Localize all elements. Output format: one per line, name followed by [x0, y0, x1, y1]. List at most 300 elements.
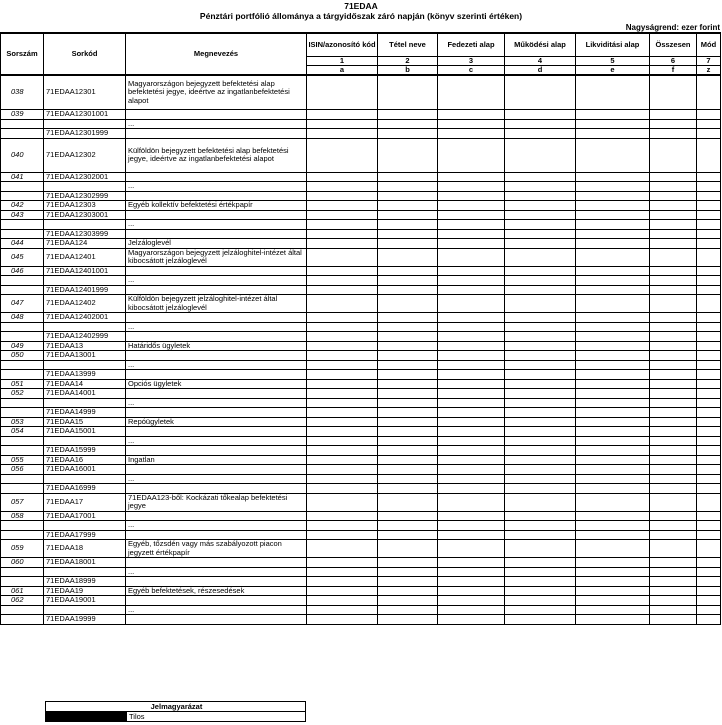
value-cell[interactable] [650, 370, 697, 380]
value-cell[interactable] [650, 341, 697, 351]
value-cell[interactable] [650, 248, 697, 266]
value-cell[interactable] [438, 285, 505, 295]
value-cell[interactable] [307, 370, 378, 380]
value-cell[interactable] [697, 285, 721, 295]
value-cell[interactable] [438, 379, 505, 389]
value-cell[interactable] [697, 295, 721, 313]
value-cell[interactable] [378, 370, 438, 380]
value-cell[interactable] [650, 172, 697, 182]
value-cell[interactable] [505, 172, 576, 182]
value-cell[interactable] [650, 332, 697, 342]
value-cell[interactable] [505, 465, 576, 475]
value-cell[interactable] [378, 446, 438, 456]
value-cell[interactable] [438, 182, 505, 192]
value-cell[interactable] [505, 351, 576, 361]
value-cell[interactable] [576, 558, 650, 568]
value-cell[interactable] [438, 465, 505, 475]
value-cell[interactable] [307, 295, 378, 313]
value-cell[interactable] [505, 313, 576, 323]
value-cell[interactable] [576, 229, 650, 239]
value-cell[interactable] [697, 341, 721, 351]
value-cell[interactable] [438, 427, 505, 437]
value-cell[interactable] [650, 446, 697, 456]
value-cell[interactable] [378, 596, 438, 606]
value-cell[interactable] [650, 586, 697, 596]
value-cell[interactable] [307, 313, 378, 323]
value-cell[interactable] [378, 295, 438, 313]
value-cell[interactable] [378, 493, 438, 511]
value-cell[interactable] [576, 182, 650, 192]
value-cell[interactable] [697, 615, 721, 625]
value-cell[interactable] [505, 455, 576, 465]
value-cell[interactable] [576, 129, 650, 139]
value-cell[interactable] [378, 511, 438, 521]
value-cell[interactable] [307, 398, 378, 408]
value-cell[interactable] [378, 313, 438, 323]
value-cell[interactable] [576, 398, 650, 408]
value-cell[interactable] [505, 201, 576, 211]
value-cell[interactable] [576, 295, 650, 313]
value-cell[interactable] [697, 191, 721, 201]
value-cell[interactable] [697, 605, 721, 615]
value-cell[interactable] [576, 210, 650, 220]
value-cell[interactable] [697, 530, 721, 540]
value-cell[interactable] [650, 540, 697, 558]
value-cell[interactable] [438, 110, 505, 120]
value-cell[interactable] [505, 446, 576, 456]
value-cell[interactable] [650, 191, 697, 201]
value-cell[interactable] [307, 427, 378, 437]
value-cell[interactable] [697, 201, 721, 211]
value-cell[interactable] [650, 295, 697, 313]
value-cell[interactable] [697, 129, 721, 139]
value-cell[interactable] [307, 229, 378, 239]
value-cell[interactable] [438, 248, 505, 266]
value-cell[interactable] [505, 558, 576, 568]
value-cell[interactable] [378, 455, 438, 465]
value-cell[interactable] [505, 210, 576, 220]
value-cell[interactable] [697, 351, 721, 361]
value-cell[interactable] [438, 201, 505, 211]
value-cell[interactable] [307, 276, 378, 286]
value-cell[interactable] [438, 313, 505, 323]
value-cell[interactable] [378, 191, 438, 201]
value-cell[interactable] [650, 521, 697, 531]
value-cell[interactable] [650, 465, 697, 475]
value-cell[interactable] [650, 379, 697, 389]
value-cell[interactable] [505, 129, 576, 139]
value-cell[interactable] [650, 389, 697, 399]
value-cell[interactable] [307, 172, 378, 182]
value-cell[interactable] [378, 182, 438, 192]
value-cell[interactable] [697, 540, 721, 558]
value-cell[interactable] [307, 220, 378, 230]
value-cell[interactable] [378, 322, 438, 332]
value-cell[interactable] [378, 138, 438, 172]
value-cell[interactable] [697, 248, 721, 266]
value-cell[interactable] [378, 398, 438, 408]
value-cell[interactable] [438, 389, 505, 399]
value-cell[interactable] [307, 436, 378, 446]
value-cell[interactable] [650, 110, 697, 120]
value-cell[interactable] [576, 370, 650, 380]
value-cell[interactable] [650, 182, 697, 192]
value-cell[interactable] [697, 332, 721, 342]
value-cell[interactable] [697, 138, 721, 172]
value-cell[interactable] [438, 455, 505, 465]
value-cell[interactable] [697, 220, 721, 230]
value-cell[interactable] [650, 596, 697, 606]
value-cell[interactable] [378, 129, 438, 139]
value-cell[interactable] [697, 567, 721, 577]
value-cell[interactable] [378, 605, 438, 615]
value-cell[interactable] [378, 351, 438, 361]
value-cell[interactable] [505, 110, 576, 120]
value-cell[interactable] [697, 577, 721, 587]
value-cell[interactable] [505, 220, 576, 230]
value-cell[interactable] [378, 484, 438, 494]
value-cell[interactable] [378, 465, 438, 475]
value-cell[interactable] [438, 129, 505, 139]
value-cell[interactable] [505, 417, 576, 427]
value-cell[interactable] [505, 276, 576, 286]
value-cell[interactable] [650, 605, 697, 615]
value-cell[interactable] [697, 229, 721, 239]
value-cell[interactable] [650, 276, 697, 286]
value-cell[interactable] [697, 398, 721, 408]
value-cell[interactable] [438, 567, 505, 577]
value-cell[interactable] [378, 210, 438, 220]
value-cell[interactable] [307, 558, 378, 568]
value-cell[interactable] [505, 138, 576, 172]
value-cell[interactable] [697, 446, 721, 456]
value-cell[interactable] [697, 75, 721, 110]
value-cell[interactable] [576, 248, 650, 266]
value-cell[interactable] [697, 417, 721, 427]
value-cell[interactable] [650, 530, 697, 540]
value-cell[interactable] [505, 360, 576, 370]
value-cell[interactable] [438, 446, 505, 456]
value-cell[interactable] [378, 220, 438, 230]
value-cell[interactable] [307, 138, 378, 172]
value-cell[interactable] [505, 436, 576, 446]
value-cell[interactable] [307, 351, 378, 361]
value-cell[interactable] [438, 558, 505, 568]
value-cell[interactable] [438, 220, 505, 230]
value-cell[interactable] [438, 332, 505, 342]
value-cell[interactable] [576, 567, 650, 577]
value-cell[interactable] [307, 129, 378, 139]
value-cell[interactable] [307, 389, 378, 399]
value-cell[interactable] [378, 521, 438, 531]
value-cell[interactable] [650, 493, 697, 511]
value-cell[interactable] [697, 521, 721, 531]
value-cell[interactable] [697, 455, 721, 465]
value-cell[interactable] [650, 427, 697, 437]
value-cell[interactable] [576, 530, 650, 540]
value-cell[interactable] [378, 427, 438, 437]
value-cell[interactable] [505, 567, 576, 577]
value-cell[interactable] [438, 138, 505, 172]
value-cell[interactable] [438, 436, 505, 446]
value-cell[interactable] [576, 220, 650, 230]
value-cell[interactable] [576, 493, 650, 511]
value-cell[interactable] [576, 239, 650, 249]
value-cell[interactable] [307, 615, 378, 625]
value-cell[interactable] [505, 521, 576, 531]
value-cell[interactable] [378, 567, 438, 577]
value-cell[interactable] [576, 332, 650, 342]
value-cell[interactable] [650, 408, 697, 418]
value-cell[interactable] [697, 465, 721, 475]
value-cell[interactable] [307, 511, 378, 521]
value-cell[interactable] [307, 75, 378, 110]
value-cell[interactable] [505, 370, 576, 380]
value-cell[interactable] [576, 596, 650, 606]
value-cell[interactable] [438, 75, 505, 110]
value-cell[interactable] [307, 417, 378, 427]
value-cell[interactable] [438, 493, 505, 511]
value-cell[interactable] [505, 398, 576, 408]
value-cell[interactable] [438, 360, 505, 370]
value-cell[interactable] [576, 285, 650, 295]
value-cell[interactable] [650, 285, 697, 295]
value-cell[interactable] [307, 182, 378, 192]
value-cell[interactable] [438, 484, 505, 494]
value-cell[interactable] [438, 239, 505, 249]
value-cell[interactable] [505, 596, 576, 606]
value-cell[interactable] [576, 322, 650, 332]
value-cell[interactable] [650, 360, 697, 370]
value-cell[interactable] [307, 446, 378, 456]
value-cell[interactable] [505, 427, 576, 437]
value-cell[interactable] [650, 436, 697, 446]
value-cell[interactable] [576, 138, 650, 172]
value-cell[interactable] [650, 484, 697, 494]
value-cell[interactable] [307, 577, 378, 587]
value-cell[interactable] [576, 191, 650, 201]
value-cell[interactable] [650, 119, 697, 129]
value-cell[interactable] [378, 558, 438, 568]
value-cell[interactable] [650, 210, 697, 220]
value-cell[interactable] [438, 530, 505, 540]
value-cell[interactable] [378, 110, 438, 120]
value-cell[interactable] [697, 110, 721, 120]
value-cell[interactable] [576, 408, 650, 418]
value-cell[interactable] [576, 484, 650, 494]
value-cell[interactable] [505, 239, 576, 249]
value-cell[interactable] [576, 511, 650, 521]
value-cell[interactable] [378, 417, 438, 427]
value-cell[interactable] [650, 567, 697, 577]
value-cell[interactable] [438, 172, 505, 182]
value-cell[interactable] [438, 417, 505, 427]
value-cell[interactable] [307, 201, 378, 211]
value-cell[interactable] [650, 322, 697, 332]
value-cell[interactable] [378, 408, 438, 418]
value-cell[interactable] [650, 129, 697, 139]
value-cell[interactable] [650, 239, 697, 249]
value-cell[interactable] [697, 266, 721, 276]
value-cell[interactable] [697, 210, 721, 220]
value-cell[interactable] [378, 530, 438, 540]
value-cell[interactable] [307, 586, 378, 596]
value-cell[interactable] [505, 341, 576, 351]
value-cell[interactable] [650, 577, 697, 587]
value-cell[interactable] [505, 119, 576, 129]
value-cell[interactable] [438, 322, 505, 332]
value-cell[interactable] [650, 511, 697, 521]
value-cell[interactable] [697, 586, 721, 596]
value-cell[interactable] [307, 521, 378, 531]
value-cell[interactable] [378, 201, 438, 211]
value-cell[interactable] [505, 229, 576, 239]
value-cell[interactable] [650, 201, 697, 211]
value-cell[interactable] [697, 276, 721, 286]
value-cell[interactable] [307, 110, 378, 120]
value-cell[interactable] [697, 182, 721, 192]
value-cell[interactable] [438, 596, 505, 606]
value-cell[interactable] [576, 615, 650, 625]
value-cell[interactable] [576, 119, 650, 129]
value-cell[interactable] [438, 586, 505, 596]
value-cell[interactable] [378, 436, 438, 446]
value-cell[interactable] [307, 484, 378, 494]
value-cell[interactable] [438, 351, 505, 361]
value-cell[interactable] [505, 248, 576, 266]
value-cell[interactable] [505, 379, 576, 389]
value-cell[interactable] [378, 540, 438, 558]
value-cell[interactable] [438, 540, 505, 558]
value-cell[interactable] [307, 474, 378, 484]
value-cell[interactable] [697, 172, 721, 182]
value-cell[interactable] [650, 417, 697, 427]
value-cell[interactable] [505, 191, 576, 201]
value-cell[interactable] [697, 360, 721, 370]
value-cell[interactable] [307, 605, 378, 615]
value-cell[interactable] [576, 427, 650, 437]
value-cell[interactable] [378, 266, 438, 276]
value-cell[interactable] [505, 75, 576, 110]
value-cell[interactable] [307, 285, 378, 295]
value-cell[interactable] [307, 408, 378, 418]
value-cell[interactable] [697, 408, 721, 418]
value-cell[interactable] [307, 332, 378, 342]
value-cell[interactable] [697, 511, 721, 521]
value-cell[interactable] [505, 474, 576, 484]
value-cell[interactable] [697, 389, 721, 399]
value-cell[interactable] [576, 360, 650, 370]
value-cell[interactable] [438, 119, 505, 129]
value-cell[interactable] [438, 370, 505, 380]
value-cell[interactable] [307, 360, 378, 370]
value-cell[interactable] [378, 248, 438, 266]
value-cell[interactable] [697, 379, 721, 389]
value-cell[interactable] [438, 605, 505, 615]
value-cell[interactable] [378, 239, 438, 249]
value-cell[interactable] [650, 398, 697, 408]
value-cell[interactable] [576, 586, 650, 596]
value-cell[interactable] [438, 577, 505, 587]
value-cell[interactable] [576, 605, 650, 615]
value-cell[interactable] [650, 266, 697, 276]
value-cell[interactable] [576, 351, 650, 361]
value-cell[interactable] [650, 615, 697, 625]
value-cell[interactable] [505, 266, 576, 276]
value-cell[interactable] [697, 370, 721, 380]
value-cell[interactable] [576, 474, 650, 484]
value-cell[interactable] [505, 389, 576, 399]
value-cell[interactable] [378, 360, 438, 370]
value-cell[interactable] [576, 379, 650, 389]
value-cell[interactable] [438, 295, 505, 313]
value-cell[interactable] [650, 313, 697, 323]
value-cell[interactable] [697, 322, 721, 332]
value-cell[interactable] [505, 182, 576, 192]
value-cell[interactable] [307, 379, 378, 389]
value-cell[interactable] [438, 191, 505, 201]
value-cell[interactable] [307, 530, 378, 540]
value-cell[interactable] [576, 577, 650, 587]
value-cell[interactable] [307, 248, 378, 266]
value-cell[interactable] [438, 341, 505, 351]
value-cell[interactable] [378, 119, 438, 129]
value-cell[interactable] [378, 341, 438, 351]
value-cell[interactable] [505, 605, 576, 615]
value-cell[interactable] [697, 558, 721, 568]
value-cell[interactable] [307, 596, 378, 606]
value-cell[interactable] [438, 615, 505, 625]
value-cell[interactable] [697, 436, 721, 446]
value-cell[interactable] [576, 465, 650, 475]
value-cell[interactable] [307, 210, 378, 220]
value-cell[interactable] [378, 332, 438, 342]
value-cell[interactable] [505, 586, 576, 596]
value-cell[interactable] [576, 266, 650, 276]
value-cell[interactable] [576, 313, 650, 323]
value-cell[interactable] [378, 285, 438, 295]
value-cell[interactable] [576, 417, 650, 427]
value-cell[interactable] [438, 266, 505, 276]
value-cell[interactable] [576, 521, 650, 531]
value-cell[interactable] [650, 351, 697, 361]
value-cell[interactable] [576, 75, 650, 110]
value-cell[interactable] [576, 389, 650, 399]
value-cell[interactable] [438, 276, 505, 286]
value-cell[interactable] [650, 138, 697, 172]
value-cell[interactable] [650, 455, 697, 465]
value-cell[interactable] [378, 172, 438, 182]
value-cell[interactable] [505, 285, 576, 295]
value-cell[interactable] [505, 408, 576, 418]
value-cell[interactable] [697, 493, 721, 511]
value-cell[interactable] [697, 427, 721, 437]
value-cell[interactable] [576, 201, 650, 211]
value-cell[interactable] [307, 322, 378, 332]
value-cell[interactable] [378, 389, 438, 399]
value-cell[interactable] [650, 229, 697, 239]
value-cell[interactable] [650, 558, 697, 568]
value-cell[interactable] [505, 540, 576, 558]
value-cell[interactable] [378, 474, 438, 484]
value-cell[interactable] [650, 474, 697, 484]
value-cell[interactable] [505, 577, 576, 587]
value-cell[interactable] [697, 474, 721, 484]
value-cell[interactable] [378, 229, 438, 239]
value-cell[interactable] [576, 172, 650, 182]
value-cell[interactable] [697, 484, 721, 494]
value-cell[interactable] [378, 379, 438, 389]
